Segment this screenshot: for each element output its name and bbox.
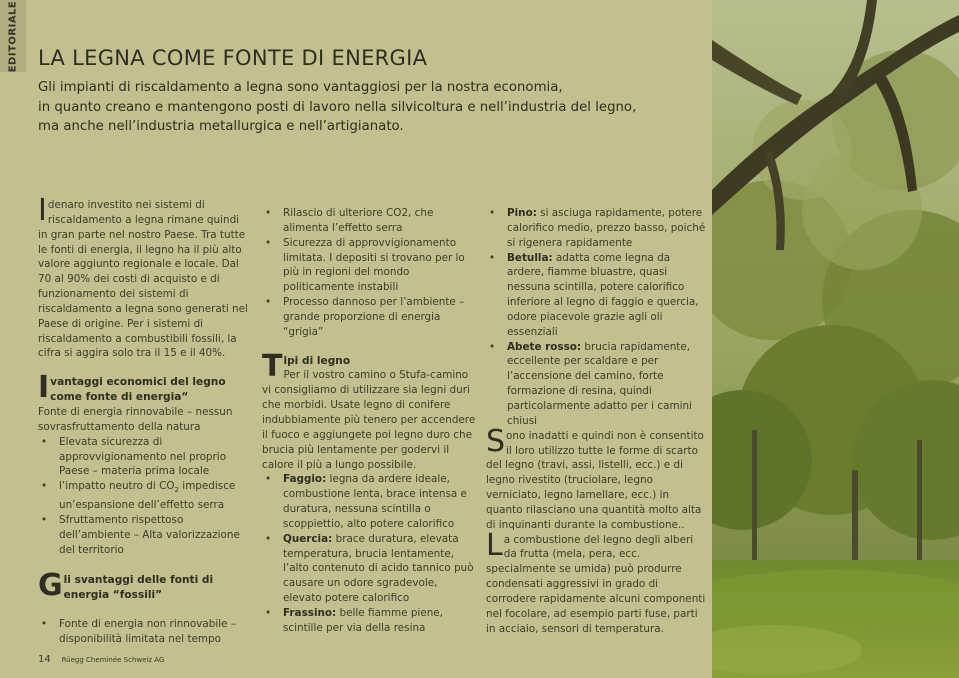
list-item: • Processo dannoso per l’ambiente – grande proporzione di energia “grigia”: [262, 295, 478, 340]
page-footer: [38, 654, 164, 665]
disadvantages-list: [38, 617, 250, 647]
wood-item: • Quercia: brace duratura, elevata temperatura, brucia lentamente, l’alto contenuto di acido tannico può causare un odore sgradevole, elevato potere calorifico: [262, 532, 478, 606]
economic-advantages-section: [38, 370, 250, 557]
advantages-list: [38, 435, 250, 558]
section-text: Per il vostro camino o Stufa-camino vi consigliamo di utilizzare sia legni duri che morbidi. Usate legno di conifere indubbiamente più tenero per accendere il fuoco e aggiungete poi legno duro che brucia più lentamente per godervi il calore il più a lungo possibile.: [262, 369, 476, 471]
fossil-disadvantages-section: [38, 568, 250, 646]
drop-cap: G: [38, 568, 63, 604]
drop-cap: I: [38, 193, 47, 228]
page-number: 14: [38, 654, 51, 665]
wood-item: • Pino: si asciuga rapidamente, potere calorifico medio, prezzo basso, poiché si rigenera rapidamente: [486, 206, 708, 251]
list-item: • Fonte di energia non rinnovabile – disponibilità limitata nel tempo: [38, 617, 250, 647]
section-tab: [0, 0, 26, 72]
waste-wood-paragraph: Sono inadatti e quindi non è consentito il loro utilizzo tutte le forme di scarto del legno (travi, assi, listelli, ecc.) e di legno rivestito (truciolare, legno verniciato, legno lamellare, ecc.) in quanto rilasciano una quantità molto alta di inquinanti durante la combustione..: [486, 423, 704, 531]
wood-types-list-continued: [486, 206, 708, 429]
section-tab-label: EDITORIALE: [7, 0, 19, 72]
page-title: LA LEGNA COME FONTE DI ENERGIA: [38, 46, 428, 70]
lead-line: ma anche nell’industria metallurgica e nell’artigianato.: [38, 119, 404, 134]
intro-paragraph: I denaro investito nei sistemi di riscaldamento a legna rimane quindi in gran parte nel nostro Paese. Tra tutte le fonti di energia, il legno ha il più alto valore aggiunto regionale e locale. Dal 70 al 90% dei costi di acquisto e di funzionamento dei sistemi di riscaldamento a legna sono generati nel Paese di origine. Per i sistemi di riscaldamento a combustibili fossili, la cifra si aggira solo tra il 15 e il 40%.: [38, 193, 248, 360]
wood-item: • Betulla: adatta come legna da ardere, fiamme bluastre, quasi nessuna scintilla, potere calorifico inferiore al legno di faggio e quercia, odore piacevole grazie agli oli essenziali: [486, 251, 708, 340]
forest-illustration: [712, 0, 959, 678]
text-column-2: [262, 206, 478, 636]
wood-item: • Abete rosso: brucia rapidamente, eccellente per scaldare e per l’accensione del camino, forte formazione di resina, quindi particolarmente adatto per i camini chiusi: [486, 340, 708, 429]
lead-paragraph: [38, 78, 678, 137]
section-heading: Tipi di legno: [262, 348, 351, 384]
company-name: Rüegg Cheminée Schweiz AG: [61, 656, 165, 664]
lead-line: Gli impianti di riscaldamento a legna sono vantaggiosi per la nostra economia,: [38, 80, 563, 95]
disadvantages-list-continued: [262, 206, 478, 340]
section-heading: Gli svantaggi delle fonti di energia “fossili”: [38, 568, 214, 604]
drop-cap: I: [38, 370, 50, 406]
section-text: Fonte di energia rinnovabile – nessun sovrasfruttamento della natura: [38, 405, 233, 433]
wood-types-section: [262, 348, 478, 636]
list-item: • Elevata sicurezza di approvvigionamento nel proprio Paese – materia prima locale: [38, 435, 250, 480]
wood-item: • Frassino: belle fiamme piene, scintille per via della resina: [262, 606, 478, 636]
forest-photo: [712, 0, 959, 678]
list-item: • Sfruttamento rispettoso dell’ambiente – Alta valorizzazione del territorio: [38, 513, 250, 558]
wood-item: • Faggio: legna da ardere ideale, combustione lenta, brace intensa e duratura, nessuna scintilla o scoppiettio, alto potere calorifico: [262, 472, 478, 531]
drop-cap: L: [486, 527, 503, 563]
text-column-3: [486, 206, 708, 636]
drop-cap: T: [262, 348, 283, 384]
fruit-wood-paragraph: La combustione del legno degli alberi da frutta (mela, pera, ecc. specialmente se umida) può produrre condensati aggressivi in grado di corrodere rapidamente alcuni componenti nel focolare, ad esempio parti fuse, parti in acciaio, sensori di temperatura.: [486, 527, 706, 635]
text-column-1: [38, 193, 250, 647]
wood-types-list: [262, 472, 478, 635]
lead-line: in quanto creano e mantengono posti di lavoro nella silvicoltura e nell’industria del legno,: [38, 99, 637, 115]
section-heading: I vantaggi economici del legno come fonte di energia“: [38, 370, 226, 406]
list-item: • Rilascio di ulteriore CO2, che alimenta l’effetto serra: [262, 206, 478, 236]
list-item: • l’impatto neutro di $CO_2$ impedisce un’espansione dell’effetto serra: [38, 479, 250, 513]
list-item: • Sicurezza di approvvigionamento limitata. I depositi si trovano per lo più in regioni del mondo politicamente instabili: [262, 236, 478, 295]
drop-cap: S: [486, 423, 506, 459]
